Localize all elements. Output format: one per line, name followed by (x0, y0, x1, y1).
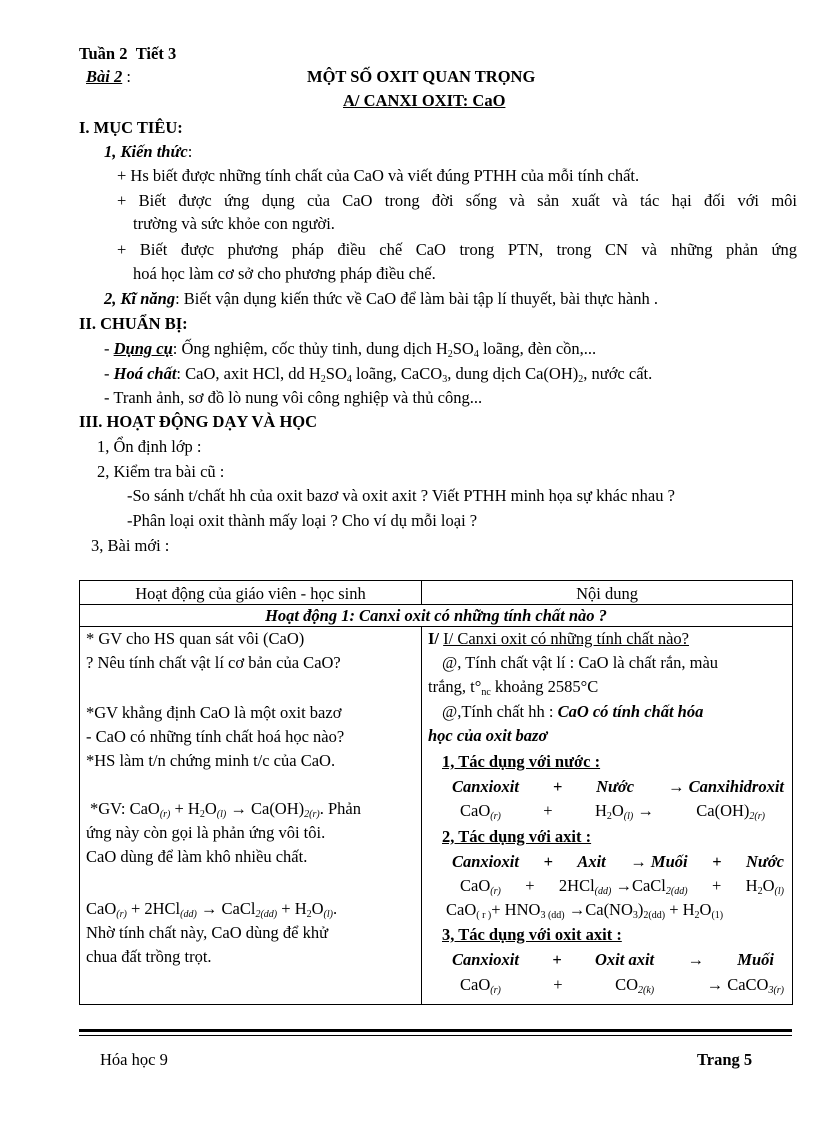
chemical-property: @,Tính chất hh : CaO có tính chất hóa (442, 702, 704, 721)
teacher-activity-cell (80, 627, 422, 1005)
chemicals-line: - Hoá chất: CaO, axit HCl, dd $H_2SO_4$ loãng, CaCO$_3$, dung dịch $Ca(OH)_2$, nước cất. (104, 364, 653, 385)
table-header-teacher-student: Hoạt động của giáo viên - học sinh (80, 581, 422, 605)
reaction-acid-heading: 2, Tác dụng với axit : (442, 827, 592, 846)
pictures-line: - Tranh ảnh, sơ đồ lò nung vôi công nghiệp và thủ công... (104, 388, 483, 407)
knowledge-label: 1, Kiến thức: (104, 142, 193, 161)
objective-bullet-cont: hoá học làm cơ sở cho phương pháp điều chế. (133, 264, 436, 283)
activity-1-title: Hoạt động 1: Canxi oxit có những tính chất nào ? (80, 605, 793, 627)
section-activities-heading: III. HOẠT ĐỘNG DẠY VÀ HỌC (79, 412, 318, 431)
footer-page-number: Trang 5 (697, 1050, 753, 1069)
content-cell (422, 627, 793, 1005)
step-1: 1, Ổn định lớp : (97, 437, 202, 456)
section-preparation-heading: II. CHUẨN BỊ: (79, 314, 188, 333)
reaction-acid-equation-hno3: $CaO_{( r )}+ HNO_{3 (dd)} \to Ca(NO_3)_{2(dd)} + H_2O_{(1)}$ (446, 900, 724, 921)
slaking-equation: *GV: $CaO_{(r)} + H_2O_{(l)} \to Ca(OH)_{2(r)}$. Phản (90, 799, 361, 820)
page-subtitle: A/ CANXI OXIT: CaO (343, 91, 506, 110)
chemical-property: học của oxit bazơ (428, 726, 548, 745)
reaction-oxide-equation: CaO$_{(r)}$ + $CO_{2(k)}$ → CaCO$_{3(r)}$ (460, 975, 784, 996)
week-label: Tuần 2 Tiết 3 (79, 44, 177, 63)
content-heading: I/ I/ Canxi oxit có những tính chất nào? (428, 629, 689, 648)
footer-subject: Hóa học 9 (100, 1050, 168, 1069)
reaction-oxide-words: Canxioxit + Oxit axit → Muối (452, 950, 774, 969)
teacher-line: *GV khẳng định CaO là một oxit bazơ (86, 703, 342, 722)
objective-bullet-cont: trường và sức khỏe con người. (133, 214, 335, 233)
equipment-line: - Dụng cụ: Ống nghiệm, cốc thủy tinh, dung dịch $H_2SO_4$ loãng, đèn cồn,... (104, 339, 597, 360)
reaction-acid-equation-hcl: CaO$_{(r)}$ + 2HCl$_{(dd)}$ →CaCl$_{2(dd)}$ + $H_2O_{(l)}$ (460, 876, 784, 897)
footer-rule-thin (79, 1035, 792, 1036)
reaction-water-equation: CaO$_{(r)}$ + $H_2O_{(l)}$ → $Ca(OH)_{2(r)}$ (460, 801, 765, 822)
review-question: -Phân loại oxit thành mấy loại ? Cho ví dụ mỗi loại ? (127, 511, 478, 530)
physical-property: @, Tính chất vật lí : CaO là chất rắn, màu (442, 653, 719, 672)
activity-table (79, 580, 793, 1005)
physical-property: trắng, $t^\circ_{nc}$ khoảng 2585°C (428, 677, 599, 698)
teacher-line: CaO dùng để làm khô nhiều chất. (86, 847, 308, 866)
objective-bullet: + Hs biết được những tính chất của CaO và viết đúng PTHH của mỗi tính chất. (117, 166, 640, 185)
review-question: -So sánh t/chất hh của oxit bazơ và oxit axit ? Viết PTHH minh họa sự khác nhau ? (127, 486, 675, 505)
reaction-water-words: Canxioxit + Nước → Canxihidroxit (452, 777, 784, 796)
teacher-line: ? Nêu tính chất vật lí cơ bản của CaO? (86, 653, 341, 672)
teacher-line: Nhờ tính chất này, CaO dùng để khử (86, 923, 329, 942)
footer-rule-thick (79, 1029, 792, 1032)
skills-line: 2, Kĩ năng: Biết vận dụng kiến thức về CaO để làm bài tập lí thuyết, bài thực hành . (104, 289, 659, 308)
reaction-water-heading: 1, Tác dụng với nước : (442, 752, 601, 771)
lesson-number: Bài 2 : (86, 67, 131, 86)
teacher-line: * GV cho HS quan sát vôi (CaO) (86, 629, 305, 648)
objective-bullet: + Biết được phương pháp điều chế CaO trong PTN, trong CN và những phản ứng (117, 240, 797, 259)
teacher-line: ứng này còn gọi là phản ứng vôi tôi. (86, 823, 326, 842)
teacher-line: chua đất trồng trọt. (86, 947, 212, 966)
acid-equation: CaO$_{(r)}$ + 2HCl$_{(dd)}$ → CaCl$_{2(dd)}$ + $H_2O_{(l)}$. (86, 899, 338, 920)
objective-bullet: + Biết được ứng dụng của CaO trong đời sống và sản xuất và tác hại đối với môi (117, 191, 797, 210)
teacher-line: *HS làm t/n chứng minh t/c của CaO. (86, 751, 336, 770)
reaction-acid-words: Canxioxit + Axit → Muối + Nước (452, 852, 784, 871)
section-objectives-heading: I. MỤC TIÊU: (79, 118, 183, 137)
teacher-line: - CaO có những tính chất hoá học nào? (86, 727, 345, 746)
step-2: 2, Kiểm tra bài cũ : (97, 462, 225, 481)
reaction-oxide-heading: 3, Tác dụng với oxit axit : (442, 925, 622, 944)
table-header-content: Nội dung (422, 581, 793, 605)
step-3: 3, Bài mới : (91, 536, 170, 555)
page-title: MỘT SỐ OXIT QUAN TRỌNG (307, 67, 536, 86)
